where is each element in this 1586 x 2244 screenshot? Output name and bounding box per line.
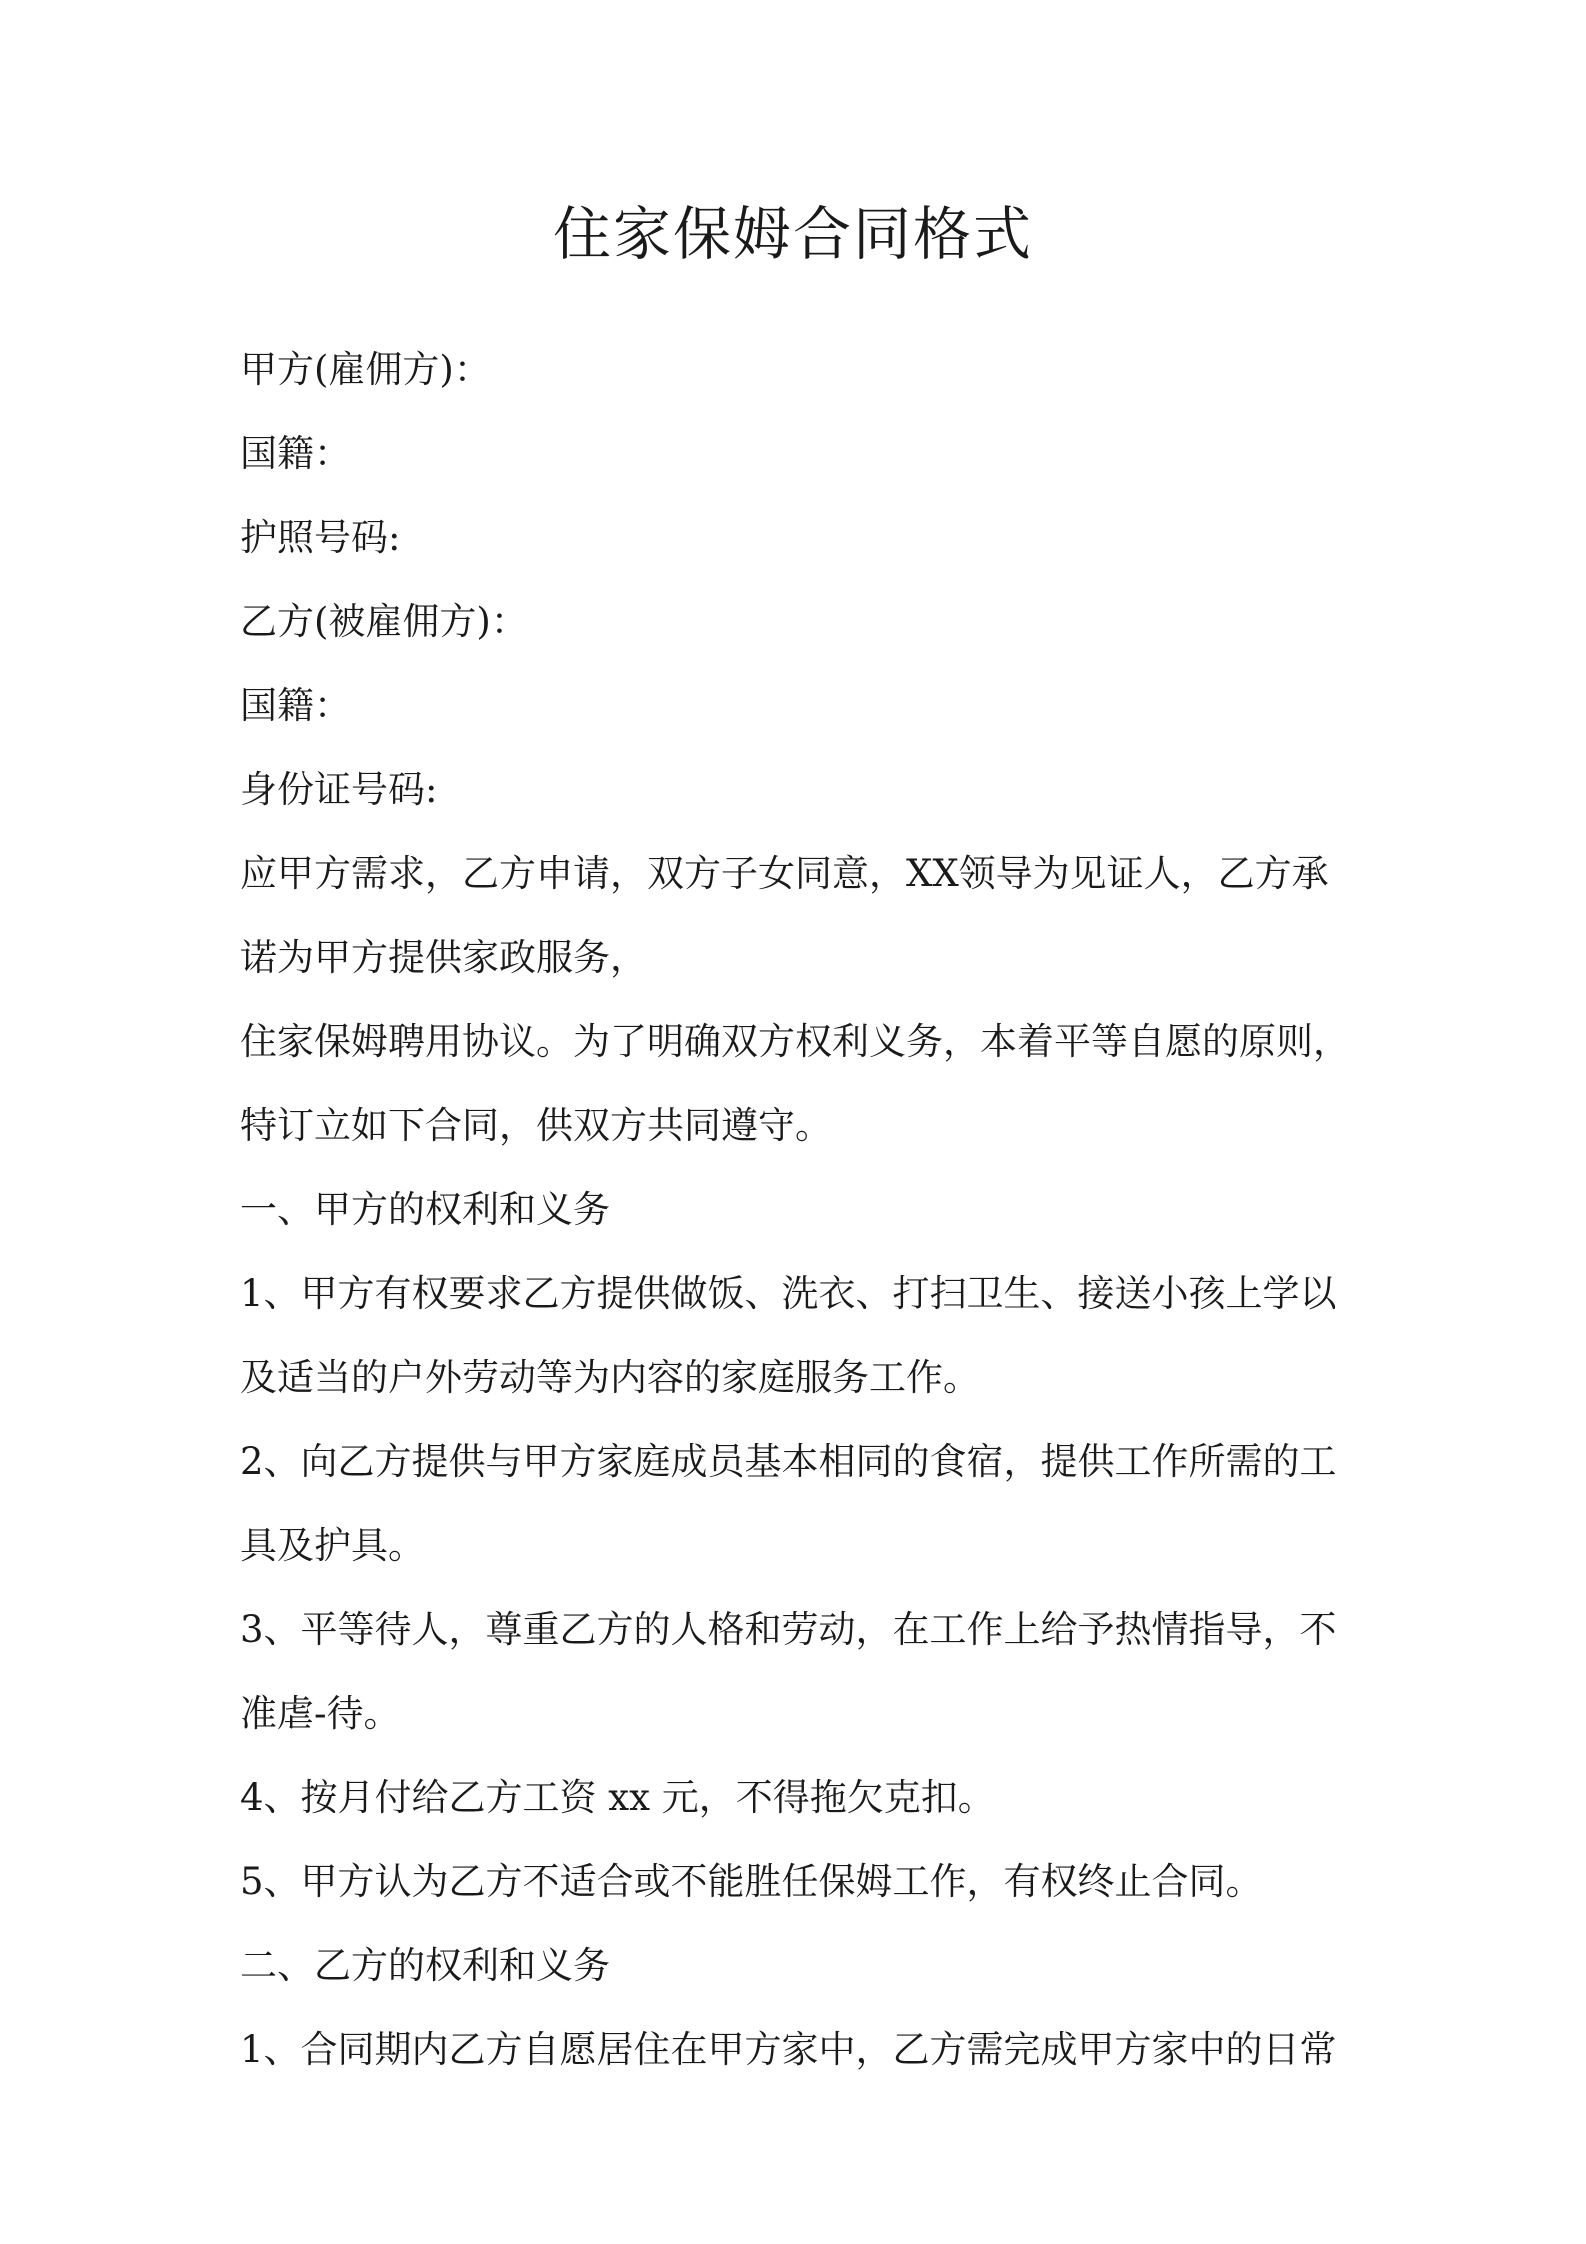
clause-line: 3、平等待人，尊重乙方的人格和劳动，在工作上给予热情指导，不 bbox=[240, 1608, 1337, 1651]
clause-line: 4、按月付给乙方工资 xx 元，不得拖欠克扣。 bbox=[240, 1776, 995, 1819]
party-a-nationality: 国籍： bbox=[240, 432, 351, 475]
section-heading: 二、乙方的权利和义务 bbox=[240, 1944, 610, 1987]
clause-line: 2、向乙方提供与甲方家庭成员基本相同的食宿，提供工作所需的工 bbox=[240, 1440, 1337, 1483]
document-body bbox=[240, 328, 1350, 2092]
clause-line: 1、合同期内乙方自愿居住在甲方家中，乙方需完成甲方家中的日常 bbox=[240, 2028, 1337, 2071]
preamble-line: 诺为甲方提供家政服务， bbox=[240, 936, 647, 979]
preamble-line: 应甲方需求，乙方申请，双方子女同意，XX领导为见证人，乙方承 bbox=[240, 852, 1329, 895]
document-title: 住家保姆合同格式 bbox=[552, 200, 1033, 268]
clause-line: 准虐-待。 bbox=[240, 1692, 401, 1735]
preamble-line: 特订立如下合同，供双方共同遵守。 bbox=[240, 1104, 832, 1147]
clause-line: 5、甲方认为乙方不适合或不能胜任保姆工作，有权终止合同。 bbox=[240, 1860, 1263, 1903]
party-b-id-number: 身份证号码: bbox=[240, 768, 438, 811]
party-a-passport: 护照号码: bbox=[240, 516, 401, 559]
preamble-line: 住家保姆聘用协议。为了明确双方权利义务，本着平等自愿的原则， bbox=[240, 1020, 1350, 1063]
clause-line: 1、甲方有权要求乙方提供做饭、洗衣、打扫卫生、接送小孩上学以 bbox=[240, 1272, 1337, 1315]
clause-line: 及适当的户外劳动等为内容的家庭服务工作。 bbox=[240, 1356, 980, 1399]
party-b-nationality: 国籍： bbox=[240, 684, 351, 727]
party-a-label: 甲方(雇佣方)： bbox=[240, 348, 491, 391]
clause-line: 具及护具。 bbox=[240, 1524, 425, 1567]
section-heading: 一、甲方的权利和义务 bbox=[240, 1188, 610, 1231]
party-b-label: 乙方(被雇佣方)： bbox=[240, 600, 528, 643]
